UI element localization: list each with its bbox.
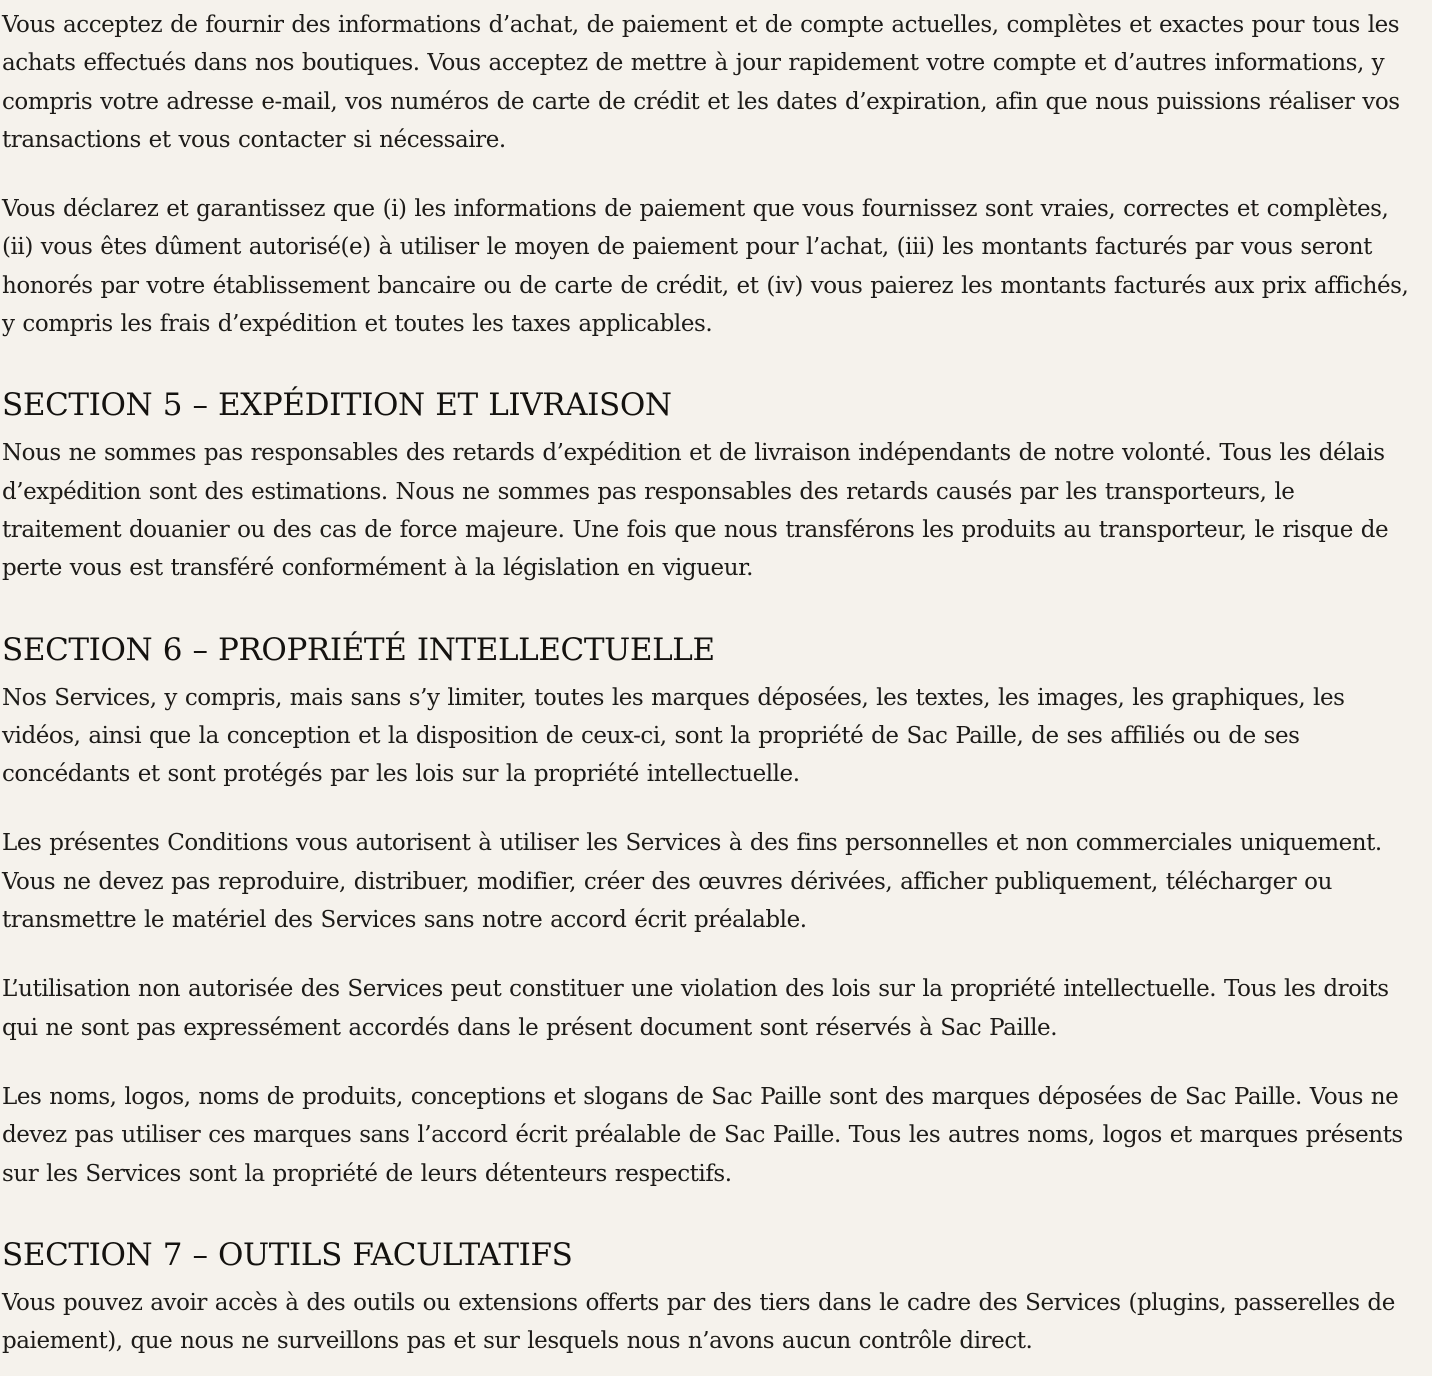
paragraph-ip-ownership: Nos Services, y compris, mais sans s’y limiter, toutes les marques déposées, les textes, les images, les graphiques, les vidéos, ainsi que la conception et la disposition de ceux-ci, sont la propriété de Sac Paille, de ses affiliés ou de ses concédants et sont protégés par les lois sur la propriété intellectuelle. [2, 684, 1345, 788]
paragraph-payment-information: Vous acceptez de fournir des informations d’achat, de paiement et de compte actuelles, complètes et exactes pour tous les achats effectués dans nos boutiques. Vous acceptez de mettre à jour rapidement votre compte et d’autres informations, y compris votre adresse e-mail, vos numéros de carte de crédit et les dates d’expiration, afin que nous puissions réaliser vos transactions et vous contacter si nécessaire. [2, 12, 1400, 153]
paragraph-payment-warranty: Vous déclarez et garantissez que (i) les informations de paiement que vous fournissez sont vraies, correctes et complètes, (ii) vous êtes dûment autorisé(e) à utiliser le moyen de paiement pour l’achat, (iii) les montants facturés par vous seront honorés par votre établissement bancaire ou de carte de crédit, et (iv) vous paierez les montants facturés aux prix affichés, y compris les frais d’expédition et toutes les taxes applicables. [2, 196, 1409, 338]
paragraph-ip-license: Les présentes Conditions vous autorisent à utiliser les Services à des fins personnelles et non commerciales uniquement. Vous ne devez pas reproduire, distribuer, modifier, créer des œuvres dérivées, afficher publiquement, télécharger ou transmettre le matériel des Services sans notre accord écrit préalable. [2, 830, 1382, 934]
section-5-heading: SECTION 5 – EXPÉDITION ET LIVRAISON [2, 387, 672, 424]
section-6-heading: SECTION 6 – PROPRIÉTÉ INTELLECTUELLE [2, 631, 715, 668]
paragraph-ip-trademarks: Les noms, logos, noms de produits, conceptions et slogans de Sac Paille sont des marques déposées de Sac Paille. Vous ne devez pas utiliser ces marques sans l’accord écrit préalable de Sac Paille. Tous les autres noms, logos et marques présents sur les Services sont la propriété de leurs détenteurs respectifs. [2, 1083, 1403, 1187]
paragraph-optional-tools: Vous pouvez avoir accès à des outils ou extensions offerts par des tiers dans le cadre des Services (plugins, passerelles de paiement), que nous ne surveillons pas et sur lesquels nous n’avons aucun contrôle direct. [2, 1289, 1395, 1355]
paragraph-shipping-delivery: Nous ne sommes pas responsables des retards d’expédition et de livraison indépendants de notre volonté. Tous les délais d’expédition sont des estimations. Nous ne sommes pas responsables des retards causés par les transporteurs, le traitement douanier ou des cas de force majeure. Une fois que nous transférons les produits au transporteur, le risque de perte vous est transféré conformément à la législation en vigueur. [2, 440, 1389, 582]
paragraph-ip-unauthorized-use: L’utilisation non autorisée des Services peut constituer une violation des lois sur la propriété intellectuelle. Tous les droits qui ne sont pas expressément accordés dans le présent document sont réservés à Sac Paille. [2, 976, 1389, 1041]
section-7-heading: SECTION 7 – OUTILS FACULTATIFS [2, 1236, 573, 1273]
